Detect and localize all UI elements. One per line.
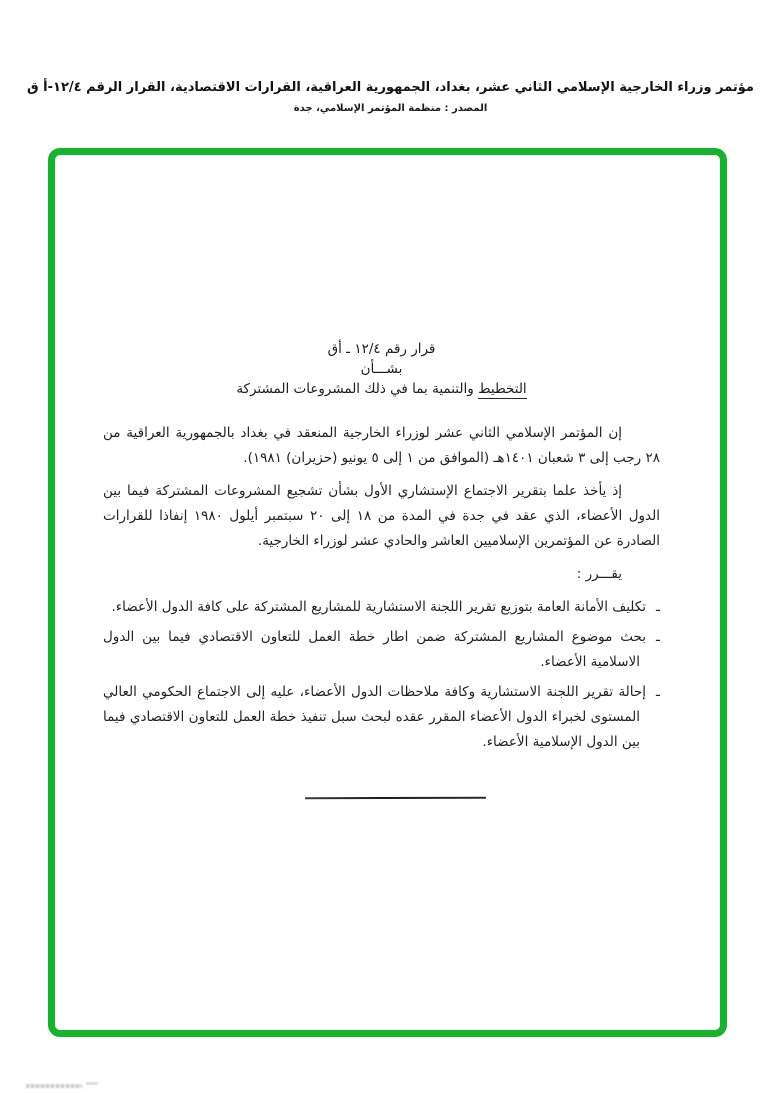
noting-paragraph: إذ يأخذ علما بتقرير الاجتماع الإستشاري الأول بشأن تشجيع المشروعات المشتركة فيما بين الدول الأعضاء، الذي عقد في جدة في المدة من ١٨ إلى ٢٠ سبتمبر أيلول ١٩٨٠ إنفاذا للقرارات الصادرة عن المؤتمرين الإسلاميين العاشر والحادي عشر لوزراء الخارجية. <box>103 483 661 549</box>
resolution-title-block <box>103 340 660 399</box>
decision-list <box>103 595 660 755</box>
decision-item-text: تكليف الأمانة العامة بتوزيع تقرير اللجنة الاستشارية للمشاريع المشتركة على كافة الدول الأعضاء. <box>111 599 646 615</box>
resolution-subject-rest: والتنمية بما في ذلك المشروعات المشتركة <box>236 381 474 397</box>
decision-item <box>103 680 660 755</box>
resolution-subject-line <box>103 380 660 399</box>
page-header-source: المصدر : منظمة المؤتمر الإسلامي، جدة <box>293 103 488 114</box>
resolution-subject-underlined-word: التخطيط <box>478 381 527 397</box>
resolution-document <box>103 340 660 760</box>
bullet-dash: ـ <box>656 599 660 615</box>
decision-item <box>103 595 660 620</box>
page-header-title: مؤتمر وزراء الخارجية الإسلامي الثاني عشر، بغداد، الجمهورية العراقية، القرارات الاقتصادية، القرار الرقم ١٢/٤-أ ق <box>27 80 754 95</box>
decision-item-text: إحالة تقرير اللجنة الاستشارية وكافة ملاحظات الدول الأعضاء، عليه إلى الاجتماع الحكومي العالي المستوى لخبراء الدول الأعضاء المقرر عقده لبحث سبل تنفيذ خطة العمل للتعاون الاقتصادي فيما بين الدول الإسلامية الأعضاء. <box>103 684 646 750</box>
decision-item-text: بحث موضوع المشاريع المشتركة ضمن اطار خطة العمل للتعاون الاقتصادي فيما بين الدول الاسلامية الأعضاء. <box>103 629 646 670</box>
scan-artifact-mark-small <box>86 1082 98 1085</box>
bullet-dash: ـ <box>656 684 660 700</box>
resolution-concerning-line: بشـــأن <box>360 361 403 377</box>
resolution-number-line: قرار رقم ١٢/٤ ـ أق <box>327 341 436 357</box>
bullet-dash: ـ <box>656 629 660 645</box>
decides-label: يقـــرر : <box>576 566 622 582</box>
decision-item <box>103 625 660 675</box>
scan-artifact-mark <box>26 1084 82 1088</box>
preamble-paragraph: إن المؤتمر الإسلامي الثاني عشر لوزراء الخارجية المنعقد في بغداد بالجمهورية العراقية من ٢٨ رجب إلى ٣ شعبان ١٤٠١هـ (الموافق من ١ إلى ٥ يونيو (حزيران) ١٩٨١). <box>103 425 660 466</box>
